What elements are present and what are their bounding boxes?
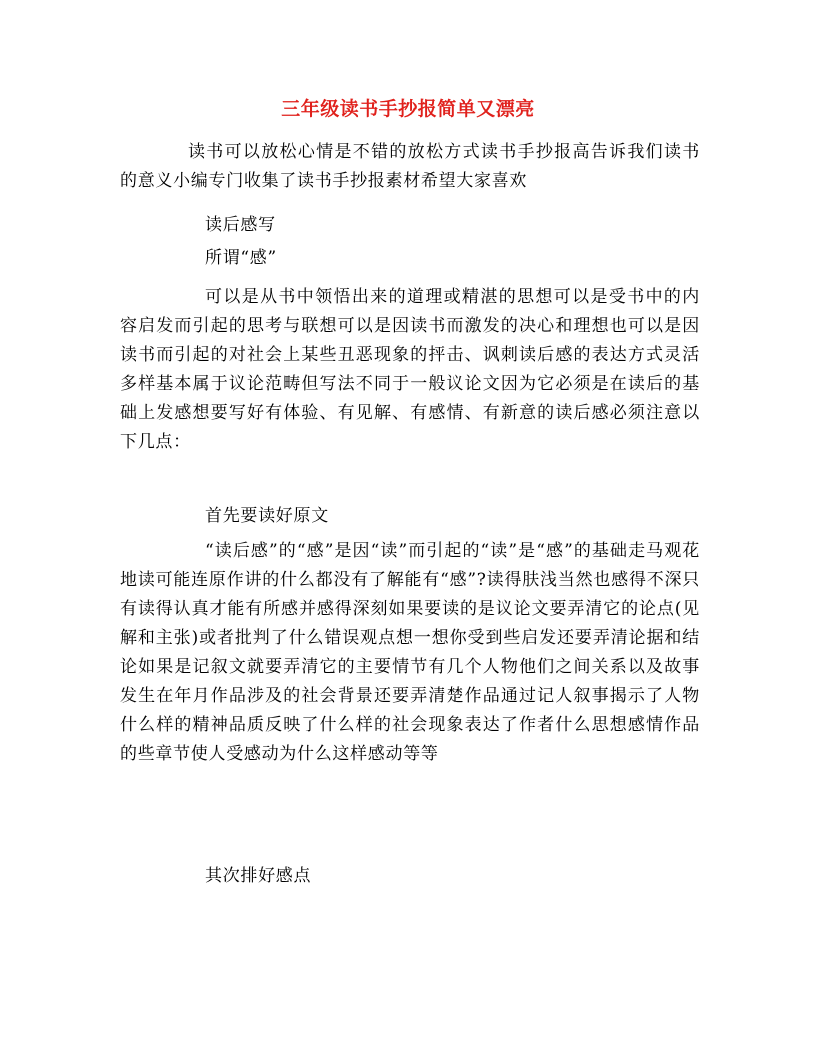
section-heading: 读后感写 bbox=[205, 215, 276, 235]
section-heading: 所谓“感” bbox=[205, 248, 277, 268]
section-heading: 其次排好感点 bbox=[205, 866, 312, 886]
intro-paragraph: 读书可以放松心情是不错的放松方式读书手抄报高告诉我们读书的意义小编专门收集了读书手抄报素材希望大家喜欢 bbox=[120, 142, 700, 191]
body-paragraph: “读后感”的“感”是因“读”而引起的“读”是“感”的基础走马观花地读可能连原作讲的什么都没有了解能有“感”?读得肤浅当然也感得不深只有读得认真才能有所感并感得深刻如果要读的是议论文要弄清它的论点(见解和主张)或者批判了什么错误观点想一想你受到些启发还要弄清论据和结论如果是记叙文就要弄清它的主要情节有几个人物他们之间关系以及故事发生在年月作品涉及的社会背景还要弄清楚作品通过记人叙事揭示了人物什么样的精神品质反映了什么样的社会现象表达了作者什么思想感情作品的些章节使人受感动为什么这样感动等等 bbox=[120, 541, 700, 764]
section-heading: 首先要读好原文 bbox=[205, 506, 329, 526]
document-title: 三年级读书手抄报简单又漂亮 bbox=[281, 98, 535, 120]
body-paragraph: 可以是从书中领悟出来的道理或精湛的思想可以是受书中的内容启发而引起的思考与联想可以是因读书而激发的决心和理想也可以是因读书而引起的对社会上某些丑恶现象的抨击、讽刺读后感的表达方式灵活多样基本属于议论范畴但写法不同于一般议论文因为它必须是在读后的基础上发感想要写好有体验、有见解、有感情、有新意的读后感必须注意以下几点： bbox=[120, 287, 700, 452]
